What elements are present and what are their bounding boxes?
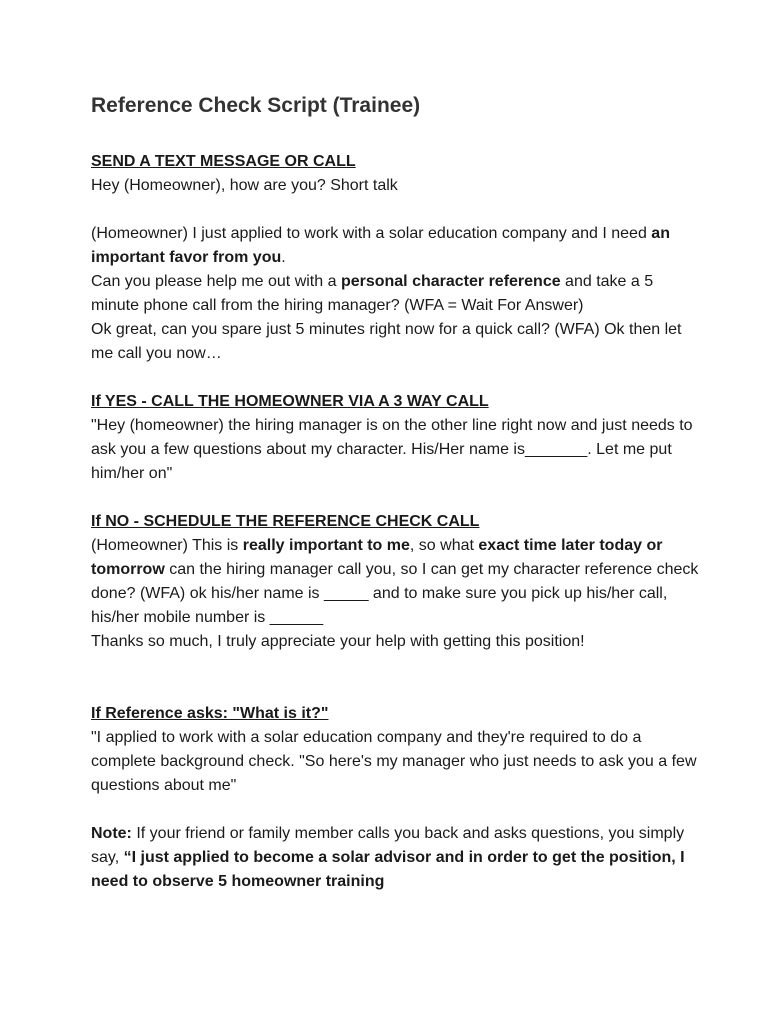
yes-script-paragraph: "Hey (homeowner) the hiring manager is on the other line right now and just needs to ask you a few questions about my character. His/Her name is_______. Let me put him/her on"	[91, 417, 693, 482]
greeting-line: Hey (Homeowner), how are you? Short talk	[91, 177, 398, 194]
no-script-paragraph	[91, 534, 701, 630]
no-text-c: , so what	[409, 537, 479, 554]
section-heading-send-text: SEND A TEXT MESSAGE OR CALL	[91, 153, 356, 170]
note-text: If your friend or family member calls you back and asks questions, you simply say,	[91, 825, 685, 866]
request-bold: personal character reference	[340, 273, 561, 290]
favor-paragraph	[91, 222, 701, 270]
note-label: Note:	[91, 825, 132, 842]
favor-bold: an important favor from you	[91, 225, 670, 266]
thanks-paragraph: Thanks so much, I truly appreciate your help with getting this position!	[91, 633, 585, 650]
note-paragraph	[91, 822, 701, 894]
section-heading-what-is-it: If Reference asks: "What is it?"	[91, 705, 329, 722]
favor-text: (Homeowner) I just applied to work with a solar education company and I need	[91, 225, 652, 242]
no-text-a: (Homeowner) This is	[91, 537, 243, 554]
reference-request-paragraph	[91, 270, 701, 318]
what-is-it-paragraph: "I applied to work with a solar education company and they're required to do a complete background check. "So here's my manager who just needs to ask you a few questions about me"	[91, 729, 697, 794]
section-heading-no: If NO - SCHEDULE THE REFERENCE CHECK CALL	[91, 513, 480, 530]
section-heading-yes: If YES - CALL THE HOMEOWNER VIA A 3 WAY CALL	[91, 393, 489, 410]
request-text: Can you please help me out with a	[91, 273, 341, 290]
no-bold-b: really important to me	[242, 537, 410, 554]
note-quote: “I just applied to become a solar advisor and in order to get the position, I need to observe 5 homeowner training	[91, 849, 685, 890]
document-body	[91, 150, 701, 894]
request-rest: and take a 5 minute phone call from the hiring manager? (WFA = Wait For Answer)	[91, 273, 654, 314]
document-title: Reference Check Script (Trainee)	[91, 94, 421, 117]
call-now-paragraph: Ok great, can you spare just 5 minutes right now for a quick call? (WFA) Ok then let me call you now…	[91, 321, 682, 362]
favor-period: .	[281, 249, 286, 266]
no-text-e: can the hiring manager call you, so I can get my character reference check done? (WFA) ok his/her name is _____ and to make sure you pick up his/her call, his/her mobile number is ______	[91, 561, 699, 626]
no-bold-d: exact time later today or tomorrow	[91, 537, 663, 578]
